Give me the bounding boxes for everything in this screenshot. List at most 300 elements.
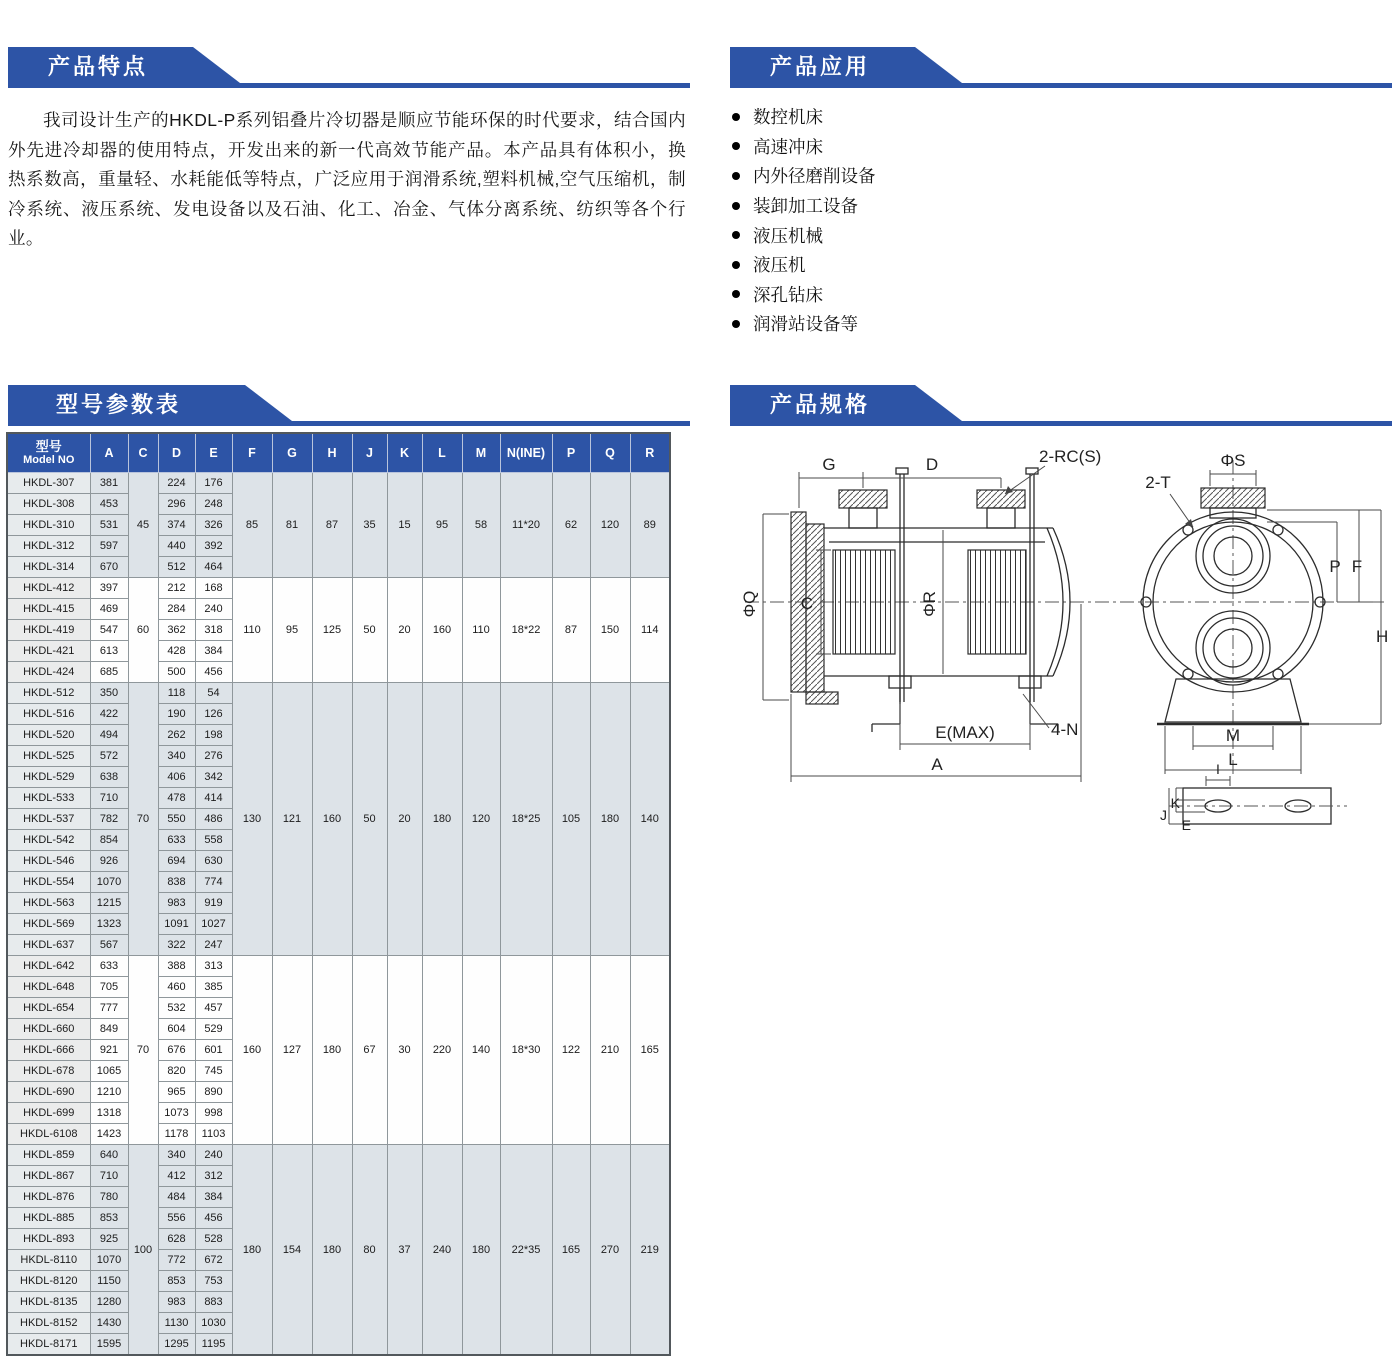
cell-Q: 270: [590, 1145, 630, 1356]
cell-E: 528: [195, 1229, 232, 1250]
cell-M: 180: [462, 1145, 500, 1356]
cell-A: 670: [90, 557, 128, 578]
dim-label-2-RCS: 2-RC(S): [1039, 447, 1102, 466]
cell-N: 11*20: [500, 473, 552, 578]
cell-model: HKDL-876: [7, 1187, 90, 1208]
cell-E: 1195: [195, 1334, 232, 1356]
cell-A: 925: [90, 1229, 128, 1250]
col-header-G: G: [272, 433, 312, 473]
cell-model: HKDL-520: [7, 725, 90, 746]
dim-label-A: A: [931, 755, 943, 774]
cell-model: HKDL-419: [7, 620, 90, 641]
cell-A: 638: [90, 767, 128, 788]
cell-model: HKDL-8120: [7, 1271, 90, 1292]
list-item-label: 深孔钻床: [753, 284, 823, 305]
dim-label-C: C: [800, 594, 813, 613]
cell-A: 854: [90, 830, 128, 851]
cell-L: 240: [422, 1145, 462, 1356]
cell-D: 633: [158, 830, 195, 851]
cell-D: 604: [158, 1019, 195, 1040]
cell-A: 531: [90, 515, 128, 536]
cell-E: 54: [195, 683, 232, 704]
cell-J: 35: [352, 473, 387, 578]
cell-D: 853: [158, 1271, 195, 1292]
bullet-icon: [732, 290, 740, 298]
model-header-line1: 型号: [35, 439, 62, 454]
dim-label-4N: 4-N: [1051, 720, 1079, 739]
cell-E: 1030: [195, 1313, 232, 1334]
cell-model: HKDL-516: [7, 704, 90, 725]
cell-P: 62: [552, 473, 590, 578]
cell-E: 168: [195, 578, 232, 599]
cell-E: 774: [195, 872, 232, 893]
dim-label-PhiQ: ΦQ: [740, 590, 759, 618]
params-banner: [8, 385, 690, 426]
cell-model: HKDL-885: [7, 1208, 90, 1229]
col-header-N: N(INE): [500, 433, 552, 473]
cell-E: 672: [195, 1250, 232, 1271]
dim-label-H: H: [1376, 627, 1389, 646]
banner-underline: [730, 83, 1392, 88]
cell-F: 180: [232, 1145, 272, 1356]
cell-model: HKDL-660: [7, 1019, 90, 1040]
list-item-label: 内外径磨削设备: [753, 166, 876, 187]
cell-A: 685: [90, 662, 128, 683]
cell-C: 70: [128, 956, 158, 1145]
cell-C: 100: [128, 1145, 158, 1356]
cell-model: HKDL-8152: [7, 1313, 90, 1334]
cell-D: 190: [158, 704, 195, 725]
cell-E: 630: [195, 851, 232, 872]
cell-E: 247: [195, 935, 232, 956]
cell-D: 224: [158, 473, 195, 494]
cell-model: HKDL-314: [7, 557, 90, 578]
cell-R: 114: [630, 578, 670, 683]
cell-E: 240: [195, 599, 232, 620]
cell-E: 384: [195, 641, 232, 662]
cell-L: 160: [422, 578, 462, 683]
cell-E: 890: [195, 1082, 232, 1103]
cell-model: HKDL-307: [7, 473, 90, 494]
cell-E: 919: [195, 893, 232, 914]
cell-G: 154: [272, 1145, 312, 1356]
specs-title: 产品规格: [770, 392, 871, 417]
cell-model: HKDL-8110: [7, 1250, 90, 1271]
cell-model: HKDL-537: [7, 809, 90, 830]
cell-A: 597: [90, 536, 128, 557]
cell-L: 220: [422, 956, 462, 1145]
cell-D: 1091: [158, 914, 195, 935]
cell-model: HKDL-512: [7, 683, 90, 704]
cell-A: 633: [90, 956, 128, 977]
cell-Q: 180: [590, 683, 630, 956]
cell-model: HKDL-637: [7, 935, 90, 956]
dim-label-I: I: [1216, 761, 1220, 777]
cell-model: HKDL-554: [7, 872, 90, 893]
features-paragraph: 我司设计生产的HKDL-P系列铝叠片冷切器是顺应节能环保的时代要求，结合国内外先进冷却器的使用特点，开发出来的新一代高效节能产品。本产品具有体积小，换热系数高，重量轻、水耗能低等特点，广泛应用于润滑系统,塑料机械,空气压缩机，制冷系统、液压系统、发电设备以及石油、化工、冶金、气体分离系统、纺织等各个行业。: [8, 110, 686, 248]
cell-E: 529: [195, 1019, 232, 1040]
cell-A: 640: [90, 1145, 128, 1166]
cell-G: 81: [272, 473, 312, 578]
cell-E: 313: [195, 956, 232, 977]
col-header-K: K: [387, 433, 422, 473]
list-item: [732, 309, 876, 339]
cell-D: 820: [158, 1061, 195, 1082]
cell-J: 50: [352, 578, 387, 683]
cell-K: 20: [387, 578, 422, 683]
cell-N: 18*30: [500, 956, 552, 1145]
cell-D: 1178: [158, 1124, 195, 1145]
cell-A: 572: [90, 746, 128, 767]
cell-D: 1295: [158, 1334, 195, 1356]
cell-A: 710: [90, 788, 128, 809]
cell-R: 140: [630, 683, 670, 956]
params-title: 型号参数表: [56, 392, 182, 417]
cell-E: 312: [195, 1166, 232, 1187]
col-header-M: M: [462, 433, 500, 473]
cell-E: 457: [195, 998, 232, 1019]
cell-A: 469: [90, 599, 128, 620]
cell-A: 1215: [90, 893, 128, 914]
cell-R: 165: [630, 956, 670, 1145]
list-item-label: 液压机: [753, 255, 806, 276]
cell-E: 318: [195, 620, 232, 641]
cell-D: 983: [158, 893, 195, 914]
cell-N: 18*22: [500, 578, 552, 683]
bullet-icon: [732, 320, 740, 328]
cell-E: 248: [195, 494, 232, 515]
cell-model: HKDL-424: [7, 662, 90, 683]
features-title: 产品特点: [48, 54, 149, 79]
cell-A: 397: [90, 578, 128, 599]
cell-E: 126: [195, 704, 232, 725]
applications-title: 产品应用: [770, 54, 871, 79]
cell-D: 362: [158, 620, 195, 641]
cell-E: 384: [195, 1187, 232, 1208]
cell-E: 240: [195, 1145, 232, 1166]
cell-model: HKDL-421: [7, 641, 90, 662]
cell-D: 212: [158, 578, 195, 599]
table-row: [7, 956, 670, 977]
cell-D: 428: [158, 641, 195, 662]
technical-drawing: [733, 432, 1393, 832]
list-item: [732, 250, 876, 280]
cell-D: 322: [158, 935, 195, 956]
col-header-F: F: [232, 433, 272, 473]
cell-P: 165: [552, 1145, 590, 1356]
cell-E: 883: [195, 1292, 232, 1313]
cell-C: 60: [128, 578, 158, 683]
cell-J: 80: [352, 1145, 387, 1356]
cell-A: 453: [90, 494, 128, 515]
cell-A: 777: [90, 998, 128, 1019]
cell-A: 381: [90, 473, 128, 494]
list-item-label: 润滑站设备等: [753, 314, 858, 335]
cell-Q: 150: [590, 578, 630, 683]
cell-E: 558: [195, 830, 232, 851]
dim-label-E: E: [1181, 817, 1191, 833]
dim-label-2T: 2-T: [1145, 473, 1171, 492]
banner-underline: [730, 421, 1392, 426]
cell-D: 296: [158, 494, 195, 515]
dim-label-L: L: [1228, 750, 1238, 769]
table-row: [7, 683, 670, 704]
cell-A: 1430: [90, 1313, 128, 1334]
cell-E: 326: [195, 515, 232, 536]
cell-D: 484: [158, 1187, 195, 1208]
cell-D: 440: [158, 536, 195, 557]
cell-A: 1318: [90, 1103, 128, 1124]
dim-label-M: M: [1225, 726, 1241, 745]
cell-model: HKDL-893: [7, 1229, 90, 1250]
cell-model: HKDL-546: [7, 851, 90, 872]
list-item: [732, 191, 876, 221]
cell-A: 705: [90, 977, 128, 998]
cell-model: HKDL-678: [7, 1061, 90, 1082]
list-item: [732, 220, 876, 250]
cell-A: 710: [90, 1166, 128, 1187]
cell-J: 67: [352, 956, 387, 1145]
cell-E: 385: [195, 977, 232, 998]
cell-model: HKDL-310: [7, 515, 90, 536]
col-header-E: E: [195, 433, 232, 473]
cell-model: HKDL-412: [7, 578, 90, 599]
cell-A: 921: [90, 1040, 128, 1061]
cell-A: 1595: [90, 1334, 128, 1356]
col-header-L: L: [422, 433, 462, 473]
applications-banner: [730, 47, 1392, 88]
cell-model: HKDL-648: [7, 977, 90, 998]
cell-F: 85: [232, 473, 272, 578]
cell-model: HKDL-542: [7, 830, 90, 851]
dim-label-P: P: [1329, 557, 1341, 576]
cell-E: 1103: [195, 1124, 232, 1145]
list-item: [732, 102, 876, 132]
cell-A: 780: [90, 1187, 128, 1208]
model-header-line2: Model NO: [23, 454, 75, 466]
dim-label-PhiR: ΦR: [920, 591, 939, 617]
cell-model: HKDL-312: [7, 536, 90, 557]
bullet-icon: [732, 172, 740, 180]
cell-D: 340: [158, 1145, 195, 1166]
cell-D: 118: [158, 683, 195, 704]
cell-P: 122: [552, 956, 590, 1145]
cell-P: 87: [552, 578, 590, 683]
cell-D: 262: [158, 725, 195, 746]
specs-banner: [730, 385, 1392, 426]
dim-label-PhiS: ΦS: [1220, 451, 1246, 470]
cell-D: 500: [158, 662, 195, 683]
cell-A: 926: [90, 851, 128, 872]
cell-E: 342: [195, 767, 232, 788]
cell-F: 160: [232, 956, 272, 1145]
cell-D: 965: [158, 1082, 195, 1103]
list-item-label: 数控机床: [753, 107, 823, 128]
cell-model: HKDL-654: [7, 998, 90, 1019]
dim-label-F: F: [1351, 557, 1363, 576]
cell-A: 567: [90, 935, 128, 956]
cell-A: 1323: [90, 914, 128, 935]
cell-A: 1070: [90, 1250, 128, 1271]
col-header-D: D: [158, 433, 195, 473]
table-row: [7, 473, 670, 494]
list-item: [732, 161, 876, 191]
cell-A: 1423: [90, 1124, 128, 1145]
cell-M: 110: [462, 578, 500, 683]
dim-label-G: G: [822, 455, 836, 474]
cell-model: HKDL-569: [7, 914, 90, 935]
cell-E: 414: [195, 788, 232, 809]
features-banner: [8, 47, 690, 88]
cell-K: 37: [387, 1145, 422, 1356]
cell-model: HKDL-308: [7, 494, 90, 515]
cell-N: 22*35: [500, 1145, 552, 1356]
cell-A: 350: [90, 683, 128, 704]
banner-underline: [8, 83, 690, 88]
cell-A: 853: [90, 1208, 128, 1229]
cell-D: 772: [158, 1250, 195, 1271]
dim-label-K: K: [1170, 795, 1180, 811]
cell-D: 1073: [158, 1103, 195, 1124]
cell-D: 556: [158, 1208, 195, 1229]
cell-D: 460: [158, 977, 195, 998]
cell-D: 406: [158, 767, 195, 788]
cell-A: 1280: [90, 1292, 128, 1313]
cell-D: 412: [158, 1166, 195, 1187]
cell-D: 532: [158, 998, 195, 1019]
plate-detail: [1160, 761, 1347, 833]
cell-Q: 120: [590, 473, 630, 578]
cell-H: 160: [312, 683, 352, 956]
cell-F: 130: [232, 683, 272, 956]
dim-label-EMAX: E(MAX): [935, 723, 995, 742]
col-header-A: A: [90, 433, 128, 473]
applications-list: [732, 102, 876, 339]
cell-A: 613: [90, 641, 128, 662]
model-parameter-table: [6, 432, 671, 1356]
cell-model: HKDL-6108: [7, 1124, 90, 1145]
cell-N: 18*25: [500, 683, 552, 956]
cell-E: 198: [195, 725, 232, 746]
cell-E: 176: [195, 473, 232, 494]
list-item: [732, 280, 876, 310]
cell-K: 15: [387, 473, 422, 578]
cell-A: 782: [90, 809, 128, 830]
cell-D: 838: [158, 872, 195, 893]
bullet-icon: [732, 261, 740, 269]
cell-A: 547: [90, 620, 128, 641]
table-row: [7, 1145, 670, 1166]
side-view: [740, 447, 1385, 782]
cell-D: 512: [158, 557, 195, 578]
cell-E: 601: [195, 1040, 232, 1061]
cell-D: 1130: [158, 1313, 195, 1334]
cell-M: 140: [462, 956, 500, 1145]
cell-R: 89: [630, 473, 670, 578]
cell-C: 45: [128, 473, 158, 578]
cell-G: 121: [272, 683, 312, 956]
cell-E: 753: [195, 1271, 232, 1292]
cell-E: 1027: [195, 914, 232, 935]
col-header-Q: Q: [590, 433, 630, 473]
cell-D: 550: [158, 809, 195, 830]
cell-model: HKDL-699: [7, 1103, 90, 1124]
list-item: [732, 132, 876, 162]
cell-G: 95: [272, 578, 312, 683]
cell-G: 127: [272, 956, 312, 1145]
bullet-icon: [732, 113, 740, 121]
cell-model: HKDL-529: [7, 767, 90, 788]
cell-E: 276: [195, 746, 232, 767]
cell-D: 284: [158, 599, 195, 620]
cell-A: 494: [90, 725, 128, 746]
cell-J: 50: [352, 683, 387, 956]
cell-model: HKDL-8135: [7, 1292, 90, 1313]
cell-M: 120: [462, 683, 500, 956]
bullet-icon: [732, 202, 740, 210]
cell-D: 676: [158, 1040, 195, 1061]
cell-K: 30: [387, 956, 422, 1145]
cell-model: HKDL-563: [7, 893, 90, 914]
cell-H: 180: [312, 956, 352, 1145]
cell-Q: 210: [590, 956, 630, 1145]
banner-underline: [8, 421, 690, 426]
cell-E: 456: [195, 662, 232, 683]
cell-model: HKDL-690: [7, 1082, 90, 1103]
cell-H: 180: [312, 1145, 352, 1356]
bullet-icon: [732, 142, 740, 150]
cell-H: 87: [312, 473, 352, 578]
cell-P: 105: [552, 683, 590, 956]
cell-K: 20: [387, 683, 422, 956]
cell-A: 849: [90, 1019, 128, 1040]
cell-E: 456: [195, 1208, 232, 1229]
cell-D: 628: [158, 1229, 195, 1250]
cell-R: 219: [630, 1145, 670, 1356]
cell-model: HKDL-859: [7, 1145, 90, 1166]
cell-A: 1210: [90, 1082, 128, 1103]
cell-D: 694: [158, 851, 195, 872]
end-view: [1141, 451, 1388, 778]
cell-model: HKDL-642: [7, 956, 90, 977]
cell-L: 180: [422, 683, 462, 956]
cell-E: 745: [195, 1061, 232, 1082]
list-item-label: 装卸加工设备: [753, 196, 858, 217]
cell-M: 58: [462, 473, 500, 578]
cell-A: 1065: [90, 1061, 128, 1082]
col-header-R: R: [630, 433, 670, 473]
list-item-label: 液压机械: [753, 225, 823, 246]
cell-model: HKDL-525: [7, 746, 90, 767]
cell-A: 1070: [90, 872, 128, 893]
col-header-P: P: [552, 433, 590, 473]
cell-F: 110: [232, 578, 272, 683]
col-header-H: H: [312, 433, 352, 473]
col-header-C: C: [128, 433, 158, 473]
cell-E: 392: [195, 536, 232, 557]
cell-model: HKDL-867: [7, 1166, 90, 1187]
list-item-label: 高速冲床: [753, 136, 823, 157]
table-header-row: [7, 433, 670, 473]
table-row: [7, 578, 670, 599]
cell-A: 1150: [90, 1271, 128, 1292]
cell-E: 998: [195, 1103, 232, 1124]
cell-L: 95: [422, 473, 462, 578]
cell-D: 340: [158, 746, 195, 767]
cell-C: 70: [128, 683, 158, 956]
cell-model: HKDL-666: [7, 1040, 90, 1061]
bullet-icon: [732, 231, 740, 239]
